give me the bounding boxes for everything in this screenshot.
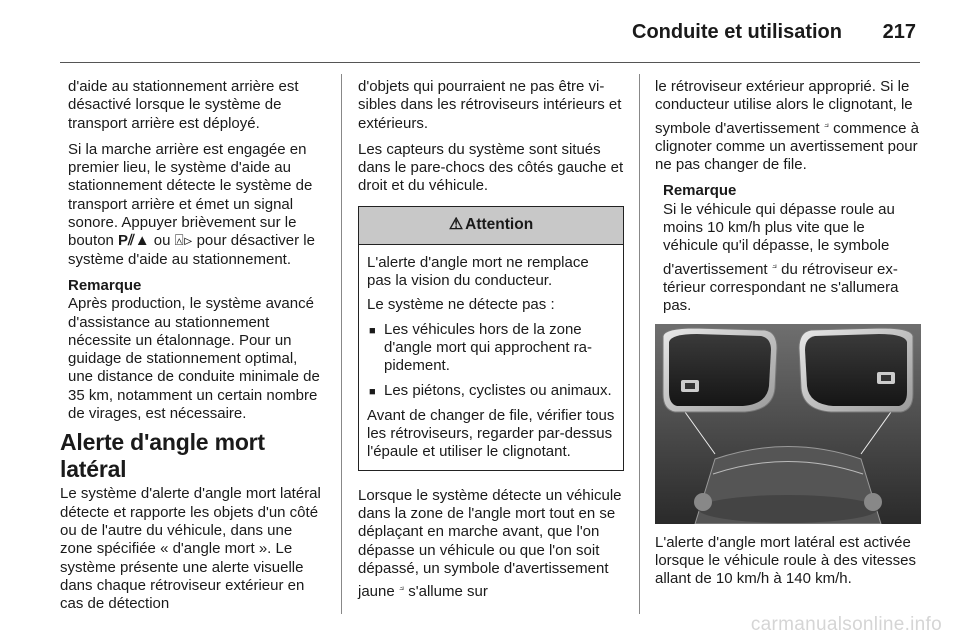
paragraph: Lorsque le système détecte un véhicule dans la zone de l'angle mort tout en se déplaçant en marche avant, que l'on dépasse un véhicule ou que l'on soit dépassé, un symbole d'avertissement jaune ⟓ s'allume sur: [358, 486, 622, 601]
blind-spot-warning-icon: ⟓: [398, 581, 405, 594]
bullet-square-icon: ■: [369, 385, 376, 398]
note-text: Si le véhicule qui dépasse roule au moins 10 km/h plus vite que le véhicule qu'il dépasse, le symbole d'avertissement ⟓ du rétroviseur extérieur correspondant ne s'allumera pas.: [663, 200, 899, 315]
bullet-square-icon: ■: [369, 324, 376, 337]
column-2: [358, 78, 624, 610]
watermark: carmanualsonline.info: [750, 614, 942, 635]
page-header: [0, 0, 960, 64]
attention-body: [359, 245, 623, 470]
paragraph: le rétroviseur extérieur approprié. Si le conducteur utilise alors le clignotant, le symbole d'avertissement ⟓ commence à clignoter comme un avertissement pour ne pas changer de file.: [655, 78, 920, 174]
attention-header: [359, 207, 623, 245]
blind-spot-warning-icon: ⟓: [823, 117, 829, 130]
column-divider: [639, 74, 640, 614]
attention-text: L'alerte d'angle mort ne remplace pas la vision du conducteur.: [367, 253, 589, 290]
list-item: ■ Les piétons, cyclistes ou animaux.: [367, 382, 615, 401]
blind-spot-warning-icon: ⟓: [771, 258, 777, 271]
chapter-title: Conduite et utilisation: [632, 21, 842, 43]
note-title: Remarque: [68, 276, 142, 294]
note: [655, 182, 921, 315]
attention-text: Le système ne détecte pas :: [367, 296, 555, 314]
attention-text: Avant de changer de file, vérifier tous les rétroviseurs, regarder par-dessus l'épaule et utiliser le clignotant.: [367, 406, 615, 461]
paragraph: L'alerte d'angle mort latéral est activée lorsque le véhicule roule à des vitesses allant de 10 km/h à 140 km/h.: [655, 533, 916, 588]
page-number: 217: [882, 21, 916, 43]
paragraph: Le système d'alerte d'angle mort latéral détecte et rapporte les objets d'un côté ou de l'autre du véhicule, dans une zone spécifiée « d'angle mort ». Le système présente une alerte visuelle dans chaque rétroviseur extérieur en cas de détection: [60, 485, 321, 613]
note-title: Remarque: [663, 182, 737, 200]
column-divider: [341, 74, 342, 614]
note-text: Après production, le système avancé d'assistance au stationnement nécessite un étalonnage. Pour un guidage de stationnement optimal, une distance de conduite minimale de 35 km, notamment un certain nombre de virages, est nécessaire.: [68, 295, 320, 423]
side-mirror-illustration: [655, 324, 921, 524]
attention-title: Attention: [465, 216, 534, 234]
paragraph: d'objets qui pourraient ne pas être visibles dans les rétroviseurs intérieurs et extérieurs.: [358, 78, 622, 132]
header-rule: [60, 62, 920, 63]
column-1: [60, 78, 326, 621]
note: [60, 277, 326, 423]
warning-icon: ⚠: [448, 216, 464, 234]
section-heading: Alerte d'angle mort latéral: [60, 429, 265, 483]
paragraph: Si la marche arrière est engagée en premier lieu, le système d'aide au stationnement détecte le système de transport arrière et émet un signal sonore. Appuyer brièvement sur le bouton P⫽▲ ou ⍓⊳ pour désactiver le système d'aide au stationnement.: [68, 140, 315, 268]
paragraph: Les capteurs du système sont situés dans le pare-chocs des côtés gauche et droit et du véhicule.: [358, 140, 624, 195]
attention-box: [358, 206, 624, 471]
paragraph: d'aide au stationnement arrière est désactivé lorsque le système de transport arrière est déployé.: [68, 78, 299, 132]
parking-off-button-icon: ⍓⊳: [174, 232, 193, 250]
list-item: ■ Les véhicules hors de la zone d'angle mort qui approchent rapidement.: [369, 320, 592, 375]
column-3: [655, 78, 921, 596]
parking-assist-button-icon: P⫽▲: [118, 232, 150, 250]
